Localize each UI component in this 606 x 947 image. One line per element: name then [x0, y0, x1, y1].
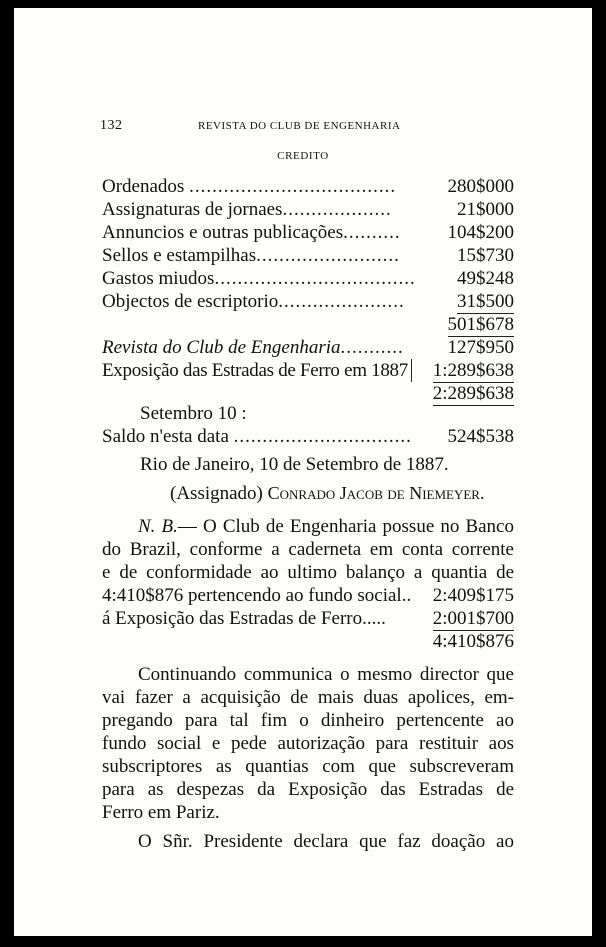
- date-text: Rio de Janeiro, 10 de Setembro de 1887.: [140, 454, 449, 475]
- leader-dots: ...................................: [214, 268, 416, 289]
- row-amount: 127$950: [447, 337, 514, 358]
- page-number: 132: [100, 118, 123, 133]
- row-label: Annuncios e outras publicações: [102, 222, 344, 243]
- leader-dots: ...........: [340, 337, 404, 358]
- row-amount: 104$200: [447, 222, 514, 243]
- row-amount: 15$730: [457, 245, 514, 266]
- table-row: [102, 221, 514, 244]
- row-label: Gastos miudos: [102, 268, 215, 289]
- table-row: [102, 290, 514, 313]
- table-row: [102, 584, 514, 607]
- row-label: 4:410$876 pertencendo ao fundo social..: [102, 585, 412, 606]
- nb-lead: N. B.: [138, 516, 178, 537]
- row-label: Exposição das Estradas de Ferro em 1887: [102, 360, 408, 381]
- row-label: Ordenados: [102, 176, 185, 197]
- table-row: [102, 359, 514, 382]
- leader-dots: ...................: [282, 199, 392, 220]
- paragraph-line: subscriptores as quantias com que subscreveram: [102, 756, 514, 777]
- row-amount: 2:001$700: [432, 608, 514, 629]
- row-amount: 21$000: [457, 199, 514, 220]
- row-label: Saldo n'esta data: [102, 426, 229, 447]
- running-title: REVISTA DO CLUB DE ENGENHARIA: [198, 120, 401, 132]
- nb-line: e de conformidade ao ultimo balanço a quantia de: [102, 562, 514, 583]
- total-amount: 4:410$876: [432, 631, 514, 652]
- body-paragraph: [102, 830, 514, 853]
- row-label: á Exposição das Estradas de Ferro.....: [102, 608, 386, 629]
- section-title: CREDITO: [277, 150, 329, 162]
- leader-dots: ....................................: [189, 176, 397, 197]
- date-heading: [140, 402, 440, 425]
- setembro-label: Setembro 10 :: [140, 403, 247, 424]
- subtotal-row: [102, 313, 514, 336]
- row-label: Revista do Club de Engenharia: [102, 337, 341, 358]
- paragraph-line: Ferro em Pariz.: [102, 802, 220, 823]
- row-label: Assignaturas de jornaes: [102, 199, 283, 220]
- row-label: Sellos e estampilhas: [102, 245, 257, 266]
- total-amount: 2:289$638: [432, 383, 514, 404]
- leader-dots: .........................: [256, 245, 400, 266]
- nb-paragraph: [102, 515, 514, 584]
- row-amount: 280$000: [447, 176, 514, 197]
- table-row: [102, 336, 514, 359]
- row-label: Objectos de escriptorio: [102, 291, 279, 312]
- paragraph-line: Continuando communica o mesmo director que: [138, 664, 514, 685]
- signature-prefix: (Assignado): [170, 483, 263, 504]
- paragraph-line: para as despezas da Exposição das Estradas de: [102, 779, 514, 800]
- table-row: [102, 425, 514, 448]
- nb-line: — O Club de Engenharia possue no Banco: [177, 516, 514, 537]
- row-amount: 31$500: [457, 291, 514, 312]
- signature-line: [170, 482, 510, 505]
- column-rule: [411, 359, 412, 382]
- nb-line: do Brazil, conforme a caderneta em conta corrente: [102, 539, 514, 560]
- table-row: [102, 607, 514, 630]
- leader-dots: ...............................: [233, 426, 412, 447]
- leader-dots: ..........: [343, 222, 401, 243]
- table-row: [102, 198, 514, 221]
- leader-dots: ......................: [278, 291, 405, 312]
- row-amount: 524$538: [447, 426, 514, 447]
- total-row: [102, 630, 514, 653]
- page-edge: [592, 0, 606, 947]
- date-line: [140, 453, 520, 476]
- body-paragraph: [102, 663, 514, 824]
- row-amount: 2:409$175: [432, 585, 514, 606]
- paragraph-line: pregando para tal fim o dinheiro pertencente ao: [102, 710, 514, 731]
- signature-name: Conrado Jacob de Niemeyer.: [267, 483, 485, 503]
- table-row: [102, 175, 514, 198]
- table-row: [102, 267, 514, 290]
- subtotal-amount: 501$678: [447, 314, 514, 335]
- row-amount: 1:289$638: [432, 360, 514, 381]
- paragraph-line: vai fazer a acquisição de mais duas apolices, em-: [102, 687, 514, 708]
- table-row: [102, 244, 514, 267]
- paragraph-line: fundo social e pede autorização para restituir aos: [102, 733, 514, 754]
- paragraph-line: O Sñr. Presidente declara que faz doação ao: [138, 831, 514, 852]
- row-amount: 49$248: [457, 268, 514, 289]
